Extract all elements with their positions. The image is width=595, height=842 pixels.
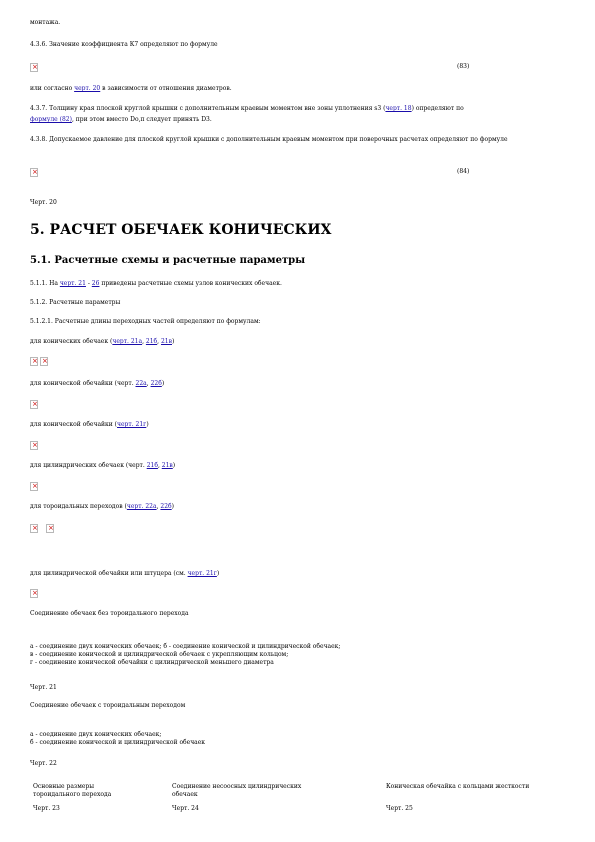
- link-chart-26[interactable]: 26: [91, 280, 100, 287]
- figure-caption: Черт. 21: [30, 684, 57, 691]
- table-cell: Основные размеры тороидального перехода: [33, 783, 112, 798]
- paragraph-4-3-6: 4.3.6. Значение коэффициента К7 определяют по формуле: [30, 41, 218, 48]
- formula-row: [30, 482, 40, 491]
- link-chart-22a[interactable]: черт. 22а: [126, 503, 157, 510]
- link-formula-82[interactable]: формуле (82): [30, 116, 72, 123]
- table-cell-caption: Черт. 25: [386, 805, 413, 812]
- paragraph-5-1-2: 5.1.2. Расчетные параметры: [30, 299, 121, 306]
- formula-row: [30, 63, 40, 72]
- broken-image-icon: [30, 589, 38, 598]
- broken-image-icon: [40, 357, 48, 366]
- broken-image-icon: [30, 357, 38, 366]
- broken-image-icon: [30, 400, 38, 409]
- broken-image-icon: [30, 482, 38, 491]
- broken-image-icon: [30, 441, 38, 450]
- paragraph-5-1-2-1: 5.1.2.1. Расчетные длины переходных частей определяют по формулам:: [30, 318, 261, 325]
- legend-line: а - соединение двух конических обечаек;: [30, 731, 162, 738]
- formula-row: [30, 400, 40, 409]
- broken-image-icon: [46, 524, 54, 533]
- legend-line: б - соединение конической и цилиндрической обечаек: [30, 739, 206, 746]
- formula-row: [30, 168, 40, 177]
- formula-row: [30, 357, 50, 366]
- link-chart-18[interactable]: черт. 18: [385, 105, 412, 112]
- equation-number: (83): [457, 63, 470, 70]
- formula-label: для конических обечаек (черт. 21а, 21б, 21в): [30, 338, 175, 345]
- paragraph: монтажа.: [30, 19, 61, 26]
- formula-label: для тороидальных переходов (черт. 22а, 22б): [30, 503, 175, 510]
- legend-line: а - соединение двух конических обечаек; б - соединение конической и цилиндрической обечаек;: [30, 643, 341, 650]
- legend-line: в - соединение конической и цилиндрической обечаек с укрепляющим кольцом;: [30, 651, 289, 658]
- paragraph-5-1-1: 5.1.1. На черт. 21 - 26 приведены расчетные схемы узлов конических обечаек.: [30, 280, 282, 287]
- link-chart-21a[interactable]: черт. 21а: [112, 338, 143, 345]
- table-cell-caption: Черт. 24: [172, 805, 199, 812]
- figure-legend: [30, 643, 340, 667]
- formula-label: для цилиндрической обечайки или штуцера (см. черт. 21г): [30, 570, 220, 577]
- link-chart-21b[interactable]: 21б: [145, 338, 158, 345]
- formula-label: для конической обечайки (черт. 21г): [30, 421, 149, 428]
- figure-title: Соединение обечаек без тороидального перехода: [30, 610, 189, 617]
- link-chart-22b[interactable]: 22б: [160, 503, 172, 510]
- formula-label: для конической обечайки (черт. 22а, 22б): [30, 380, 165, 387]
- formula-row: [30, 441, 40, 450]
- legend-line: г - соединение конической обечайки с цилиндрической меньшего диаметра: [30, 659, 274, 666]
- link-chart-21g[interactable]: черт. 21г: [117, 421, 147, 428]
- table-cell: Коническая обечайка с кольцами жесткости: [386, 783, 530, 790]
- link-chart-21v[interactable]: 21в: [161, 462, 173, 469]
- broken-image-icon: [30, 168, 38, 177]
- paragraph-4-3-8: 4.3.8. Допускаемое давление для плоской круглой крышки с дополнительным краевым моментом при поверочных расчетах определяют по формуле: [30, 136, 508, 143]
- formula-row: [30, 589, 40, 598]
- equation-number: (84): [457, 168, 470, 175]
- link-chart-20[interactable]: черт. 20: [74, 85, 101, 92]
- link-chart-21[interactable]: черт. 21: [59, 280, 86, 287]
- paragraph-4-3-7: 4.3.7. Толщину края плоской круглой крышки с дополнительным краевым моментом вне зоны уплотнения s3 (черт. 18) определяют по: [30, 105, 464, 112]
- figure-legend: [30, 731, 205, 747]
- formula-label: для цилиндрических обечаек (черт. 21б, 21в): [30, 462, 176, 469]
- subsection-heading: 5.1. Расчетные схемы и расчетные параметры: [30, 255, 306, 266]
- link-chart-21b[interactable]: 21б: [146, 462, 158, 469]
- table-cell: Соединение несоосных цилиндрических обечаек: [172, 783, 302, 798]
- link-chart-21g[interactable]: черт. 21г: [187, 570, 217, 577]
- figure-caption: Черт. 22: [30, 760, 57, 767]
- paragraph-4-3-7-cont: формуле (82), при этом вместо Dо,п следует принять D3.: [30, 116, 212, 123]
- link-chart-22b[interactable]: 22б: [150, 380, 162, 387]
- broken-image-icon: [30, 524, 38, 533]
- formula-row: [30, 524, 56, 533]
- broken-image-icon: [30, 63, 38, 72]
- link-chart-22a[interactable]: 22а: [135, 380, 147, 387]
- figure-caption: Черт. 20: [30, 199, 57, 206]
- link-chart-21v[interactable]: 21в: [160, 338, 172, 345]
- figure-title: Соединение обечаек с тороидальным переходом: [30, 702, 186, 709]
- table-cell-caption: Черт. 23: [33, 805, 60, 812]
- paragraph: или согласно черт. 20 в зависимости от отношения диаметров.: [30, 85, 232, 92]
- section-heading: 5. РАСЧЕТ ОБЕЧАЕК КОНИЧЕСКИХ: [30, 222, 332, 238]
